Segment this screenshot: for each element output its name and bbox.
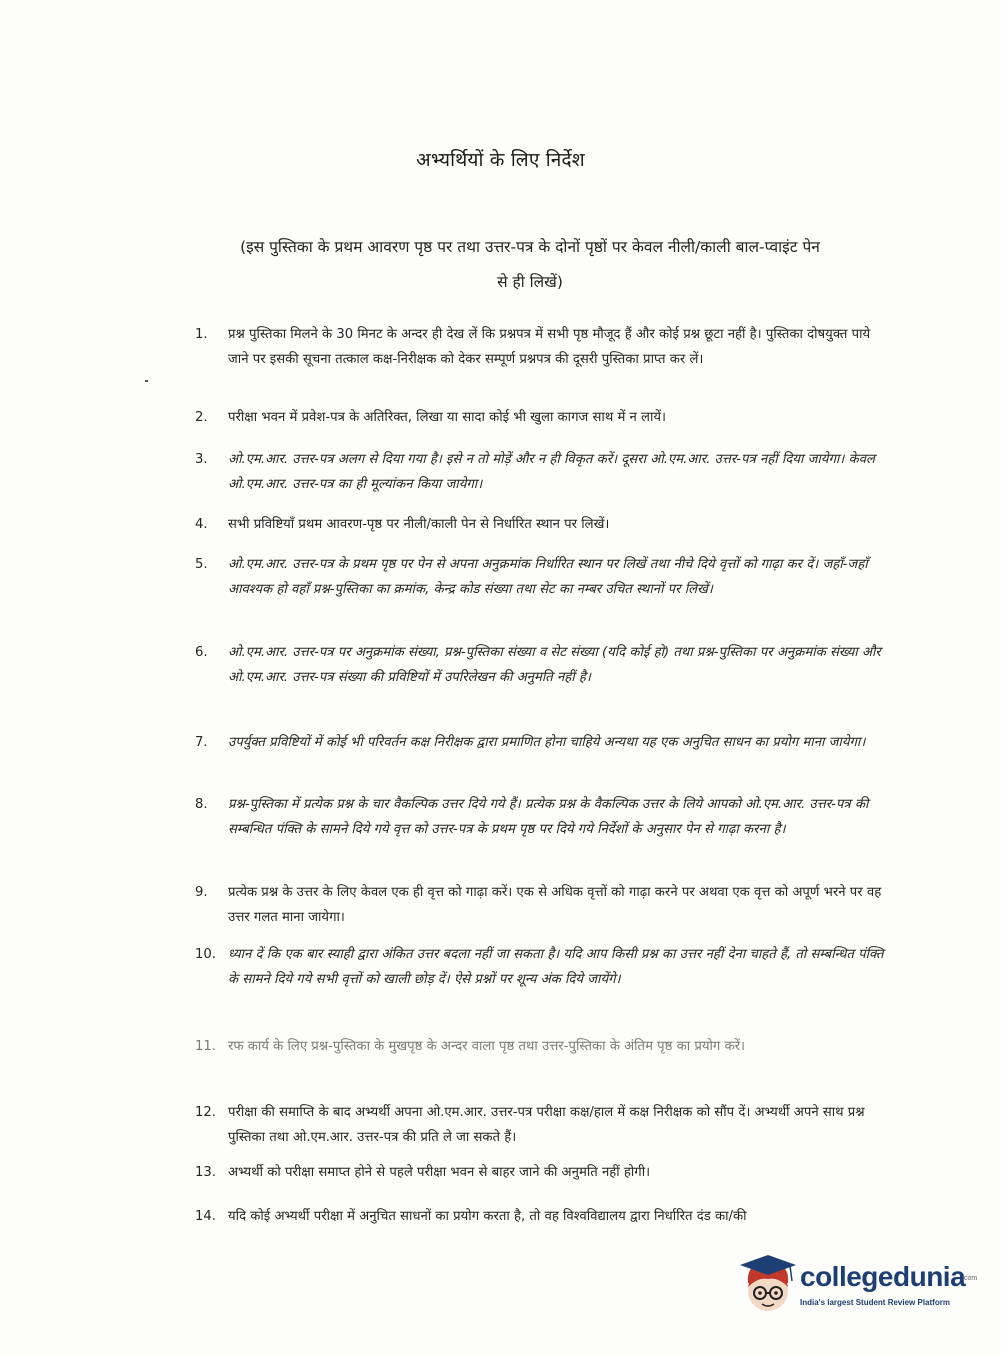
item-number: 3.	[195, 452, 208, 467]
instruction-item-1	[195, 322, 885, 372]
item-text: यदि कोई अभ्यर्थी परीक्षा में अनुचित साधनों का प्रयोग करता है, तो वह विश्वविद्यालय द्वारा निर्धारित दंड का/की	[228, 1209, 747, 1224]
collegedunia-mascot-icon	[738, 1253, 798, 1319]
instruction-item-8	[195, 792, 885, 842]
instruction-item-7	[195, 730, 885, 755]
instruction-item-11	[195, 1034, 885, 1059]
item-text: उपर्युक्त प्रविष्टियों में कोई भी परिवर्तन कक्ष निरीक्षक द्वारा प्रमाणित होना चाहिये अन्यथा यह एक अनुचित साधन का प्रयोग माना जायेगा।	[228, 735, 866, 750]
margin-mark	[145, 380, 148, 382]
item-text: रफ कार्य के लिए प्रश्न-पुस्तिका के मुखपृष्ठ के अन्दर वाला पृष्ठ तथा उत्तर-पुस्तिका के अंतिम पृष्ठ का प्रयोग करें।	[228, 1039, 746, 1054]
brand-name: collegedunia	[800, 1261, 966, 1292]
item-number: 10.	[195, 947, 216, 962]
item-number: 7.	[195, 735, 208, 750]
item-number: 6.	[195, 645, 208, 660]
instruction-item-4	[195, 512, 885, 537]
collegedunia-watermark	[738, 1253, 978, 1323]
item-text: प्रश्न पुस्तिका मिलने के 30 मिनट के अन्दर ही देख लें कि प्रश्नपत्र में सभी पृष्ठ मौजूद हैं और कोई प्रश्न छूटा नहीं है। पुस्तिका दोषयुक्त पाये जाने पर इसकी सूचना तत्काल कक्ष-निरीक्षक को देकर सम्पूर्ण प्रश्नपत्र की दूसरी पुस्तिका प्राप्त कर लें।	[228, 327, 871, 367]
item-number: 9.	[195, 885, 208, 900]
item-text: प्रत्येक प्रश्न के उत्तर के लिए केवल एक ही वृत्त को गाढ़ा करें। एक से अधिक वृत्तों को गाढ़ा करने पर अथवा एक वृत्त को अपूर्ण भरने पर वह उत्तर गलत माना जायेगा।	[228, 885, 882, 925]
item-text: प्रश्न-पुस्तिका में प्रत्येक प्रश्न के चार वैकल्पिक उत्तर दिये गये हैं। प्रत्येक प्रश्न के वैकल्पिक उत्तर के लिये आपको ओ.एम.आर. उत्तर-पत्र की सम्बन्धित पंक्ति के सामने दिये गये वृत्त को उत्तर-पत्र के प्रथम पृष्ठ पर दिये गये निर्देशों के अनुसार पेन से गाढ़ा करना है।	[228, 797, 869, 837]
instruction-item-14	[195, 1204, 885, 1229]
item-number: 11.	[195, 1039, 216, 1054]
item-text: ओ.एम.आर. उत्तर-पत्र पर अनुक्रमांक संख्या, प्रश्न-पुस्तिका संख्या व सेट संख्या (यदि कोई हो) तथा प्रश्न-पुस्तिका पर अनुक्रमांक संख्या और ओ.एम.आर. उत्तर-पत्र संख्या की प्रविष्टियों में उपरिलेखन की अनुमति नहीं है।	[228, 645, 881, 685]
item-number: 8.	[195, 797, 208, 812]
item-text: परीक्षा भवन में प्रवेश-पत्र के अतिरिक्त, लिखा या सादा कोई भी खुला कागज साथ में न लायें।	[228, 410, 667, 425]
item-number: 14.	[195, 1209, 216, 1224]
item-text: ओ.एम.आर. उत्तर-पत्र के प्रथम पृष्ठ पर पेन से अपना अनुक्रमांक निर्धारित स्थान पर लिखें तथा नीचे दिये वृत्तों को गाढ़ा कर दें। जहाँ-जहाँ आवश्यक हो वहाँ प्रश्न-पुस्तिका का क्रमांक, केन्द्र कोड संख्या तथा सेट का नम्बर उचित स्थानों पर लिखें।	[228, 557, 868, 597]
instruction-item-2	[195, 405, 885, 430]
document-title: अभ्यर्थियों के लिए निर्देश	[416, 149, 585, 171]
brand-tagline: India's largest Student Review Platform	[800, 1298, 950, 1307]
instruction-item-13	[195, 1160, 885, 1185]
item-number: 4.	[195, 517, 208, 532]
item-number: 1.	[195, 327, 208, 342]
instruction-item-12	[195, 1100, 885, 1150]
item-number: 2.	[195, 410, 208, 425]
item-text: सभी प्रविष्टियाँ प्रथम आवरण-पृष्ठ पर नीली/काली पेन से निर्धारित स्थान पर लिखें।	[228, 517, 610, 532]
item-text: अभ्यर्थी को परीक्षा समाप्त होने से पहले परीक्षा भवन से बाहर जाने की अनुमति नहीं होगी।	[228, 1165, 651, 1180]
instruction-item-9	[195, 880, 885, 930]
item-number: 5.	[195, 557, 208, 572]
instruction-item-6	[195, 640, 885, 690]
document-subtitle: (इस पुस्तिका के प्रथम आवरण पृष्ठ पर तथा उत्तर-पत्र के दोनों पृष्ठों पर केवल नीली/काली बाल-प्वाइंट पेन से ही लिखें)	[240, 238, 820, 291]
instruction-item-3	[195, 447, 885, 497]
instruction-item-5	[195, 552, 885, 602]
item-number: 12.	[195, 1105, 216, 1120]
item-text: परीक्षा की समाप्ति के बाद अभ्यर्थी अपना ओ.एम.आर. उत्तर-पत्र परीक्षा कक्ष/हाल में कक्ष निरीक्षक को सौंप दें। अभ्यर्थी अपने साथ प्रश्न पुस्तिका तथा ओ.एम.आर. उत्तर-पत्र की प्रति ले जा सकते हैं।	[228, 1105, 865, 1145]
item-text: ध्यान दें कि एक बार स्याही द्वारा अंकित उत्तर बदला नहीं जा सकता है। यदि आप किसी प्रश्न का उत्तर नहीं देना चाहते हैं, तो सम्बन्धित पंक्ति के सामने दिये गये सभी वृत्तों को खाली छोड़ दें। ऐसे प्रश्नों पर शून्य अंक दिये जायेंगे।	[228, 947, 884, 987]
item-number: 13.	[195, 1165, 216, 1180]
item-text: ओ.एम.आर. उत्तर-पत्र अलग से दिया गया है। इसे न तो मोड़ें और न ही विकृत करें। दूसरा ओ.एम.आर. उत्तर-पत्र नहीं दिया जायेगा। केवल ओ.एम.आर. उत्तर-पत्र का ही मूल्यांकन किया जायेगा।	[228, 452, 875, 492]
instruction-item-10	[195, 942, 885, 992]
brand-domain-suffix: .com	[962, 1275, 978, 1282]
